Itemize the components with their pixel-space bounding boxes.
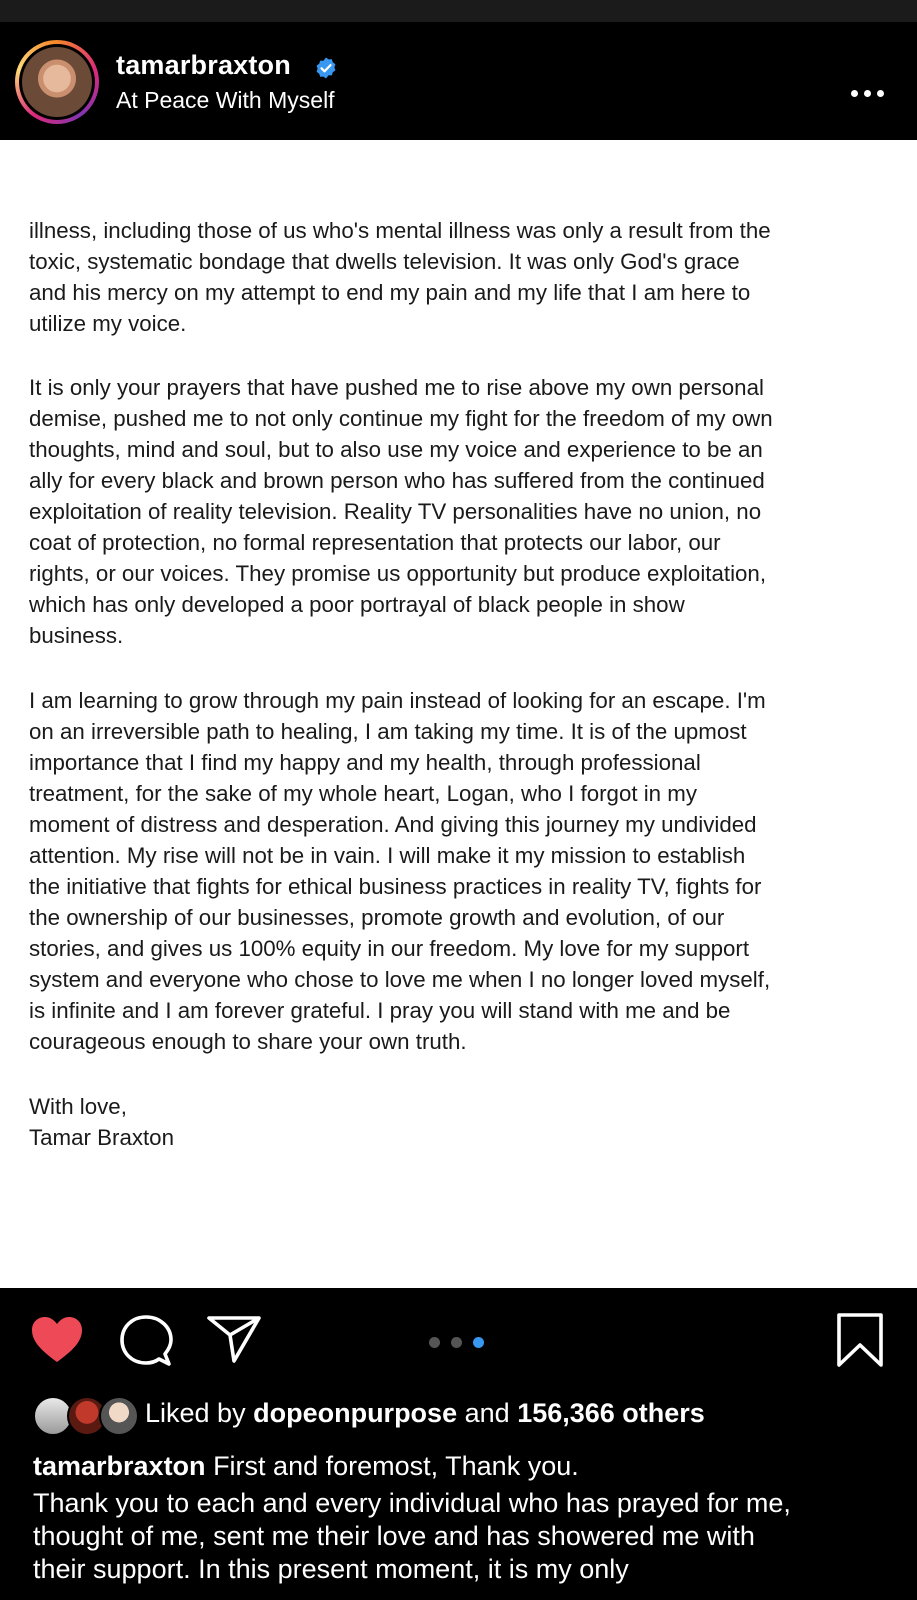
likes-prefix: Liked by (145, 1398, 246, 1428)
likes-count[interactable]: 156,366 others (517, 1398, 705, 1428)
more-options-icon[interactable] (851, 88, 885, 98)
action-bar (0, 1288, 917, 1378)
letter-paragraph-3: I am learning to grow through my pain instead of looking for an escape. I'm on an irreversible path to healing, I am taking my time. It is of the upmost importance that I find my happy and my health, through professional treatment, for the sake of my whole heart, Logan, who I forgot in my moment of distress and desperation. And giving this journey my undivided attention. My rise will not be in vain. I will make it my mission to establish the initiative that fights for ethical business practices in reality TV, fights for the ownership of our businesses, promote growth and evolution, of our stories, and gives us 100% equity in our freedom. My love for my support system and everyone who chose to love me when I no longer loved myself, is infinite and I am forever grateful. I pray you will stand with me and be courageous enough to share your own truth. (29, 688, 771, 1054)
status-bar (0, 0, 917, 22)
post-username[interactable]: tamarbraxton (116, 50, 291, 80)
liker-avatar (99, 1396, 139, 1436)
comment-icon[interactable] (119, 1314, 173, 1368)
carousel-dot (451, 1337, 462, 1348)
carousel-indicator (429, 1335, 489, 1349)
post-location[interactable]: At Peace With Myself (116, 87, 335, 113)
likes-text[interactable] (145, 1398, 705, 1429)
likes-and: and (464, 1398, 510, 1428)
caption-body: Thank you to each and every individual who has prayed for me, thought of me, sent me their love and has showered me with their support. In this present moment, it is my only (33, 1488, 791, 1584)
verified-badge-icon (314, 56, 338, 80)
bookmark-icon[interactable] (835, 1312, 885, 1368)
letter-signoff: With love, Tamar Braxton (29, 1094, 174, 1150)
avatar-border (19, 44, 95, 120)
share-icon[interactable] (206, 1314, 262, 1364)
letter-paragraph-1: illness, including those of us who's mental illness was only a result from the toxic, systematic bondage that dwells television. It was only God's grace and his mercy on my attempt to end my pain and my life that I am here to utilize my voice. (29, 218, 771, 336)
carousel-dot (473, 1337, 484, 1348)
post-image[interactable] (0, 140, 917, 1288)
liked-by-user[interactable]: dopeonpurpose (253, 1398, 458, 1428)
avatar-photo (22, 47, 92, 117)
post-header (0, 22, 917, 140)
post-caption (33, 1450, 903, 1586)
caption-first-line: First and foremost, Thank you. (213, 1451, 579, 1481)
caption-username[interactable]: tamarbraxton (33, 1451, 206, 1481)
avatar[interactable] (15, 40, 99, 124)
carousel-dot (429, 1337, 440, 1348)
heart-icon[interactable] (30, 1315, 84, 1365)
letter-paragraph-2: It is only your prayers that have pushed me to rise above my own personal demise, pushed me to not only continue my fight for the freedom of my own thoughts, mind and soul, but to also use my voice and experience to be an ally for every black and brown person who has suffered from the continued exploitation of reality television. Reality TV personalities have no union, no coat of protection, no formal representation that protects our labor, our rights, or our voices. They promise us opportunity but produce exploitation, which has only developed a poor portrayal of black people in show business. (29, 375, 773, 648)
likes-summary[interactable] (33, 1396, 913, 1436)
